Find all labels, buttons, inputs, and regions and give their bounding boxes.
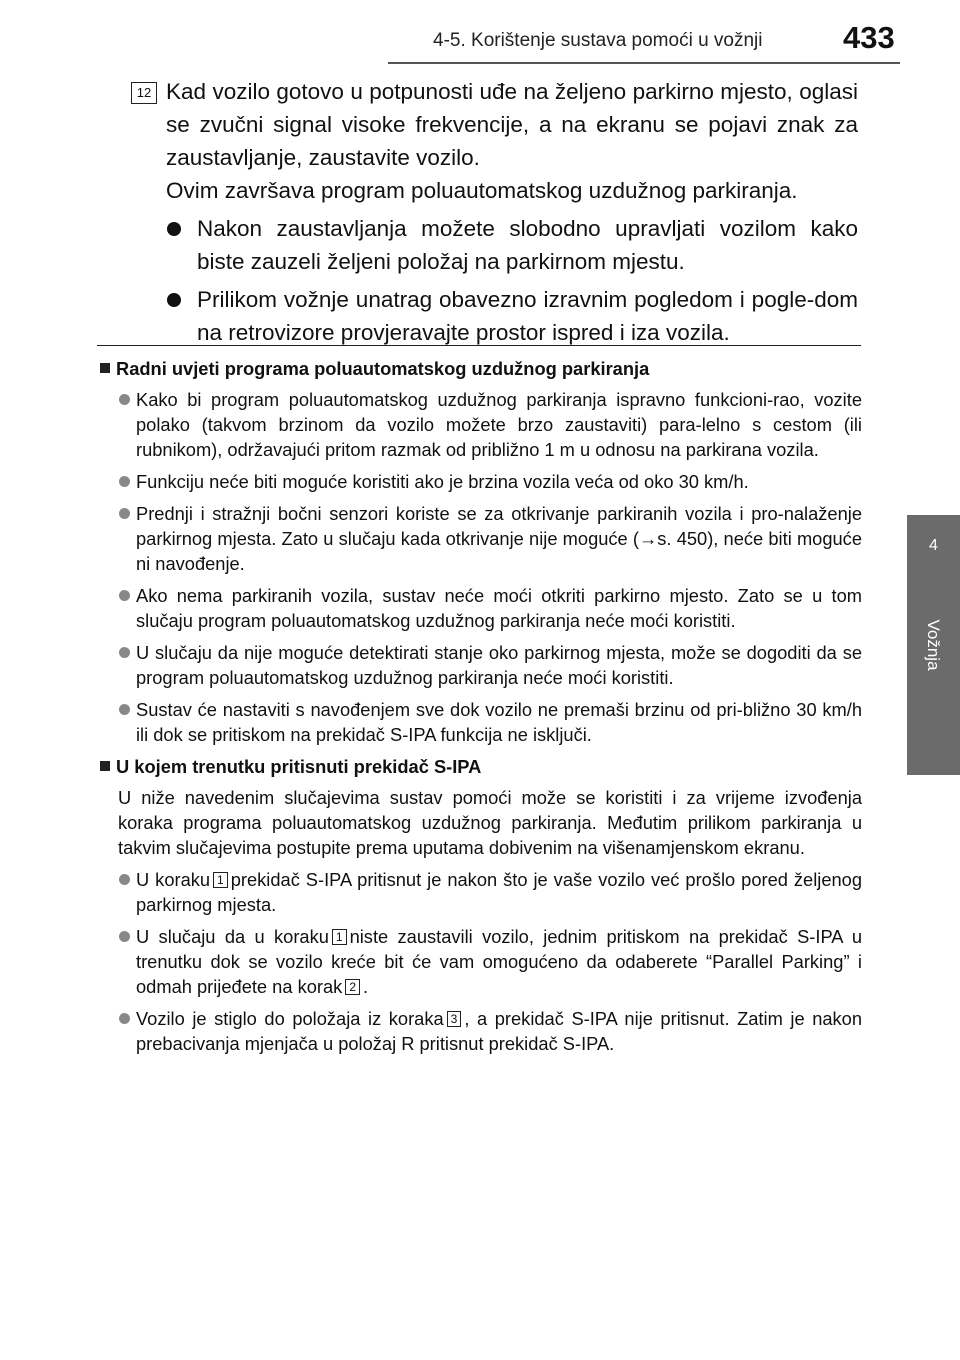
list-item-text-middle: niste zaustavili vozilo, jednim pritiskom na prekidač S-IPA u trenutku dok se vozilo kreće bit će vam omogućeno da odaberete “Parallel Parking” i odmah prijeđete na korak (136, 926, 862, 997)
list-item-text-start: U slučaju da u koraku (136, 926, 329, 947)
notes-content (100, 356, 862, 1063)
list-item-text-end: . (363, 976, 369, 997)
chapter-number: 4 (929, 537, 938, 554)
bullet-dot-icon (167, 293, 181, 307)
page-number: 433 (843, 20, 895, 55)
list-item (100, 583, 862, 633)
step-number-badge: 12 (131, 82, 157, 104)
list-item-text-end: prekidač S-IPA pritisnut je nakon što je vaše vozilo već prošlo pored željenog parkirnog mjesta. (136, 869, 862, 915)
bullet-dot-icon (119, 704, 130, 715)
bullet-dot-icon (119, 1013, 130, 1024)
list-item-text: Kako bi program poluautomatskog uzdužnog parkiranja ispravno funkcioni-rao, vozite polako (takvom brzinom da vozilo možete brzo zaustaviti) para-lelno s cestom (ili rubnikom), održavajući pritom razmak od približno 1 m u odnosu na parkirana vozila. (136, 389, 862, 460)
list-item (100, 640, 862, 690)
step-text-conclusion: Ovim završava program poluautomatskog uzdužnog parkiranja. (166, 178, 798, 203)
list-item-text: Ako nema parkiranih vozila, sustav neće moći otkriti parkirno mjesto. Zato se u tom slučaju program poluautomatskog uzdužnog parkiranja neće moći koristiti. (136, 585, 862, 631)
section-divider (97, 345, 861, 346)
list-item (100, 1006, 862, 1056)
chapter-tab (907, 515, 960, 775)
list-item-text-start: Vozilo je stiglo do položaja iz koraka (136, 1008, 444, 1029)
bullet-dot-icon (167, 222, 181, 236)
chapter-label: Vožnja (924, 619, 943, 671)
section-title: 4-5. Korištenje sustava pomoći u vožnji (433, 30, 763, 51)
step-block (166, 75, 858, 349)
step-reference-badge: 1 (332, 929, 347, 945)
list-item-text-start: U koraku (136, 869, 211, 890)
bullet-dot-icon (119, 394, 130, 405)
list-item-text: Prednji i stražnji bočni senzori koriste se za otkrivanje parkiranih vozila i pro-nalaženje parkirnog mjesta. Zato u slučaju kada otkrivanje nije moguće (→s. 450), neće biti moguće ni navođenje. (136, 503, 862, 574)
bullet-dot-icon (119, 931, 130, 942)
section-intro: U niže navedenim slučajevima sustav pomoći može se koristiti i za vrijeme izvođenja koraka programa poluautomatskog uzdužnog parkiranja. Međutim prilikom parkiranja u takvim slučajevima postupite prema uputama dobivenim na višenamjenskom ekranu. (118, 787, 862, 858)
step-bullet-text: Nakon zaustavljanja možete slobodno upravljati vozilom kako biste zauzeli željeni položaj na parkirnom mjestu. (197, 216, 858, 274)
list-item (100, 387, 862, 462)
step-text: Kad vozilo gotovo u potpunosti uđe na željeno parkirno mjesto, oglasi se zvučni signal visoke frekvencije, a na ekranu se pojavi znak za zaustavljanje, zaustavite vozilo. (166, 79, 858, 170)
step-bullet (166, 212, 858, 278)
list-item-text: Sustav će nastaviti s navođenjem sve dok vozilo ne premaši brzinu od pri-bližno 30 km/h ili dok se pritiskom na prekidač S-IPA funkcija ne isključi. (136, 699, 862, 745)
step-bullet (166, 283, 858, 349)
list-item (100, 867, 862, 917)
bullet-dot-icon (119, 476, 130, 487)
step-reference-badge: 1 (213, 872, 228, 888)
list-item-text: U slučaju da nije moguće detektirati stanje oko parkirnog mjesta, može se dogoditi da se program poluautomatskog uzdužnog parkiranja neće moći koristiti. (136, 642, 862, 688)
list-item (100, 501, 862, 576)
step-reference-badge: 2 (345, 979, 360, 995)
list-item-text-end: , a prekidač S-IPA nije pritisnut. Zatim je nakon prebacivanja mjenjača u položaj R pritisnut prekidač S-IPA. (136, 1008, 862, 1054)
bullet-dot-icon (119, 590, 130, 601)
header-divider (388, 62, 900, 64)
section-heading-text: Radni uvjeti programa poluautomatskog uzdužnog parkiranja (116, 358, 650, 379)
bullet-dot-icon (119, 508, 130, 519)
square-bullet-icon (100, 363, 110, 373)
list-item (100, 697, 862, 747)
bullet-dot-icon (119, 874, 130, 885)
square-bullet-icon (100, 761, 110, 771)
section-heading (100, 754, 862, 779)
bullet-dot-icon (119, 647, 130, 658)
list-item (100, 469, 862, 494)
list-item-text: Funkciju neće biti moguće koristiti ako je brzina vozila veća od oko 30 km/h. (136, 471, 749, 492)
list-item (100, 924, 862, 999)
section-heading (100, 356, 862, 381)
step-reference-badge: 3 (447, 1011, 462, 1027)
step-bullet-text: Prilikom vožnje unatrag obavezno izravnim pogledom i pogle-dom na retrovizore provjeravajte prostor ispred i iza vozila. (197, 287, 858, 345)
section-heading-text: U kojem trenutku pritisnuti prekidač S-IPA (116, 756, 482, 777)
